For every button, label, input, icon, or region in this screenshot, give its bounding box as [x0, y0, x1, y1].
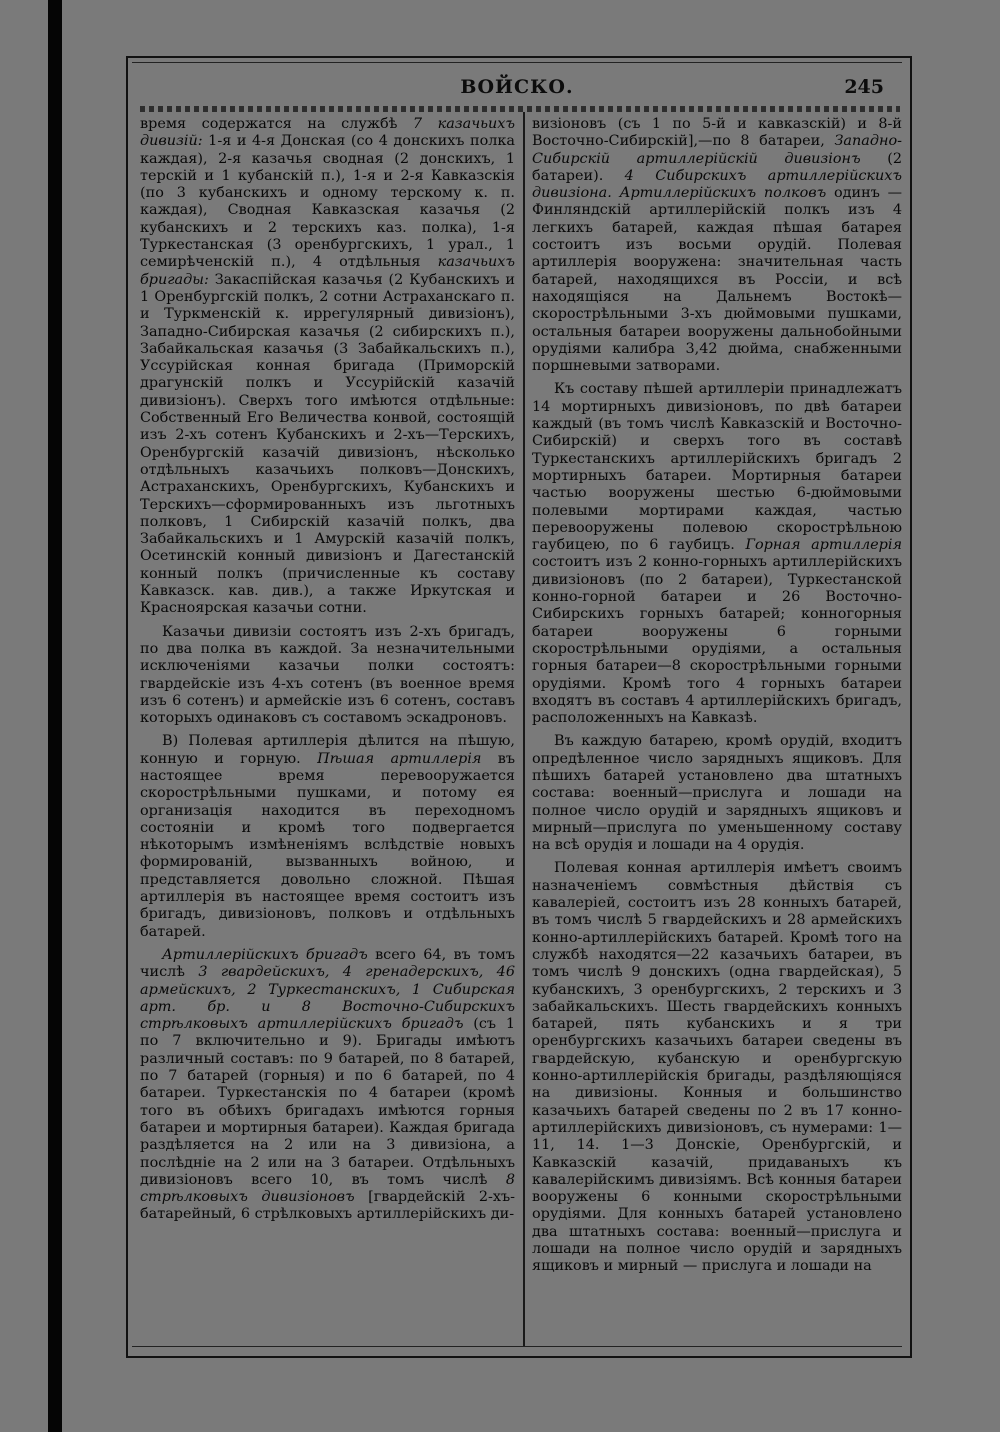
- italic-run: 3 гвардейскихъ, 4 гренадерскихъ, 46 армейскихъ, 2 Туркестанскихъ, 1 Сибирская арт. бр. и 8 Восточно-Сибирскихъ стрѣлковыхъ артиллерійскихъ бригадъ: [140, 964, 515, 1033]
- text-run: въ настоящее время перевооружается скорострѣльными пушками, и потому ея организація находится въ переходномъ состояніи и кромѣ того подвергается нѣкоторымъ измѣненіямъ вслѣдствіе новыхъ формированій, вызванныхъ войною, и представляется довольно сложной. Пѣшая артиллерія въ настоящее время состоитъ изъ бригадъ, дивизіоновъ, полковъ и отдѣльныхъ батарей.: [140, 750, 515, 940]
- running-header: [132, 70, 902, 106]
- text-run: В) Полевая артиллерія дѣлится на пѣшую, конную и горную.: [140, 733, 515, 767]
- text-run: визіоновъ (съ 1 по 5-й и кавказскій) и 8-й Восточно-Сибирскій],—по 8 батареи,: [532, 116, 902, 150]
- italic-run: Артиллерійскихъ бригадъ: [162, 946, 368, 963]
- italic-run: 8 стрѣлковыхъ дивизіоновъ: [140, 1171, 515, 1206]
- paragraph: [532, 116, 902, 375]
- text-run: (съ 1 по 7 включительно и 9). Бригады имѣютъ различный составъ: по 9 батарей, по 8 батарей, по 7 батарей (горныя) и по 6 батарей, по 4 батареи. Туркестанскія по 4 батареи (кромѣ того въ обѣихъ бригадахъ имѣются горныя батареи и мортирныя батареи). Каждая бригада раздѣляется на 2 или на 3 дивизіона, а послѣдніе на 2 или на 3 батареи. Отдѣльныхъ дивизіоновъ всего 10, въ томъ числѣ: [140, 1016, 515, 1188]
- italic-run: казачьихъ бригады:: [140, 254, 515, 288]
- italic-run: Горная артиллерія: [745, 537, 902, 554]
- text-run: (2 батареи).: [532, 150, 902, 184]
- right-column: [532, 116, 902, 1342]
- paragraph: [532, 733, 902, 854]
- paragraph: [140, 947, 515, 1224]
- text-run: [гвардейскій 2-хъ-батарейный, 6 стрѣлковыхъ артиллерійскихъ ди-: [140, 1189, 515, 1223]
- text-run: Закаспійская казачья (2 Кубанскихъ и 1 Оренбургскій полкъ, 2 сотни Астраханскаго п. и Туркменскій к. иррегулярный дивизіонъ), Западно-Сибирская казачья (2 сибирскихъ п.), Забайкальская казачья (3 Забайкальскихъ п.), Уссурійская конная бригада (Приморскій драгунскій полкъ и Уссурійскій казачій дивизіонъ). Сверхъ того имѣются отдѣльные: Собственный Его Величества конвой, состоящій изъ 2-хъ сотенъ Кубанскихъ и 2-хъ—Терскихъ, Оренбургскій казачій дивизіонъ, нѣсколько отдѣльныхъ казачьихъ полковъ—Донскихъ, Астраханскихъ, Оренбургскихъ, Кубанскихъ и Терскихъ—сформированныхъ изъ льготныхъ полковъ, 1 Сибирскій казачій полкъ, два Забайкальскихъ и 1 Амурскій казачій полкъ, Осетинскій конный дивизіонъ и Дагестанскій конный полкъ (причисленные къ составу Кавказск. кав. див.), а также Иркутская и Красноярская казачьи сотни.: [140, 271, 515, 617]
- paragraph: [140, 624, 515, 728]
- frame-inner-rule: [132, 62, 902, 63]
- italic-run: Западно-Сибирскій артиллерійскій дивизіонъ: [532, 133, 902, 167]
- text-run: Полевая конная артиллерія имѣетъ своимъ назначеніемъ совмѣстныя дѣйствія съ кавалеріей, состоитъ изъ 28 конныхъ батарей, въ томъ числѣ 5 гвардейскихъ и 28 армейскихъ конно-артиллерійскихъ батарей. Кромѣ того на службѣ находятся—22 казачьихъ батареи, въ томъ числѣ 9 донскихъ (одна гвардейская), 5 кубанскихъ, 3 оренбургскихъ, 2 терскихъ и 3 забайкальскихъ. Шесть гвардейскихъ конныхъ батарей, пять кубанскихъ и я три оренбургскихъ казачьихъ батареи сведены въ гвардейскую, кубанскую и оренбургскую конно-артиллерійскія бригады, раздѣляющіяся на дивизіоны. Конныя и большинство казачьихъ батарей сведены по 2 въ 17 конно-артиллерійскихъ дивизіоновъ, съ нумерами: 1—11, 14. 1—3 Донскіе, Оренбургскій, и Кавказскій казачій, придаваныхъ къ кавалерійскимъ дивизіямъ. Всѣ конныя батареи вооружены 6 конными скорострѣльными орудіями. Для конныхъ батарей установлено два штатныхъ состава: военный—прислуга и лошади на полное число орудій и зарядныхъ ящиковъ и мирный — прислуга и лошади на: [532, 860, 902, 1275]
- frame-bottom-rule: [132, 1346, 902, 1347]
- left-column: [140, 116, 515, 1342]
- running-title: ВОЙСКО.: [460, 76, 574, 98]
- paragraph: [532, 860, 902, 1275]
- text-run: Въ каждую батарею, кромѣ орудій, входитъ опредѣленное число зарядныхъ ящиковъ. Для пѣшихъ батарей установлено два штатныхъ состава: военный—прислуга и лошади на полное число орудій и зарядныхъ ящиковъ и мирный—прислуга по уменьшенному составу на всѣ орудія и лошади на 4 орудія.: [532, 733, 902, 854]
- text-run: 1-я и 4-я Донская (со 4 донскихъ полка каждая), 2-я казачья сводная (2 донскихъ, 1 терскій и 1 кубанскій п.), 1-я и 2-я Кавказскія (по 3 кубанскихъ и одному терскому к. п. каждая), Сводная Кавказская казачья (2 кубанскихъ и 2 терскихъ каз. полка), 1-я Туркестанская (3 оренбургскихъ, 1 урал., 1 семирѣченскій п.), 4 отдѣльныя: [140, 133, 515, 271]
- text-run: состоитъ изъ 2 конно-горныхъ артиллерійскихъ дивизіоновъ (по 2 батареи), Туркестанской конно-горной батареи и 26 Восточно-Сибирскихъ горныхъ батарей; конногорныя батареи вооружены 6 горными скорострѣльными орудіями, а остальныя горныя батареи—8 скорострѣльными горными орудіями. Кромѣ того 4 горныхъ батареи входятъ въ составъ 4 артиллерійскихъ бригадъ, расположенныхъ на Кавказѣ.: [532, 554, 902, 727]
- paragraph: [532, 381, 902, 727]
- page-number: 245: [844, 76, 884, 98]
- text-run: Казачьи дивизіи состоятъ изъ 2-хъ бригадъ, по два полка въ каждой. За незначительными исключеніями казачьи полки состоятъ: гвардейскіе изъ 4-хъ сотенъ (въ военное время изъ 6 сотенъ) и армейскіе изъ 6 сотенъ, составъ которыхъ одинаковъ съ составомъ эскадроновъ.: [140, 623, 515, 727]
- italic-run: 4 Сибирскихъ артиллерійскихъ дивизіона. Артиллерійскихъ полковъ: [532, 167, 902, 202]
- text-run: время содержатся на службѣ: [140, 116, 398, 132]
- header-rule: [140, 106, 900, 112]
- italic-run: 7 казачьихъ дивизій:: [140, 116, 515, 150]
- paragraph: [140, 733, 515, 941]
- paragraph: [140, 116, 515, 618]
- text-run: одинъ —Финляндскій артиллерійскій полкъ изъ 4 легкихъ батарей, каждая пѣшая батарея состоитъ изъ восьми орудій. Полевая артиллерія вооружена: значительная часть батарей, находящихся въ Россіи, и всѣ находящіяся на Дальнемъ Востокѣ—скорострѣльными 3-хъ дюймовыми пушками, остальныя батареи вооружены дальнобойными орудіями калибра 3,42 дюйма, снабженными поршневыми затворами.: [532, 185, 902, 375]
- text-run: всего 64, въ томъ числѣ: [140, 946, 515, 981]
- book-spine: [48, 0, 62, 1432]
- italic-run: Пѣшая артиллерія: [317, 750, 482, 767]
- column-separator: [523, 112, 525, 1346]
- text-run: Къ составу пѣшей артиллеріи принадлежатъ 14 мортирныхъ дивизіоновъ, по двѣ батареи каждый (въ томъ числѣ Кавказскій и Восточно-Сибирскій) и сверхъ того въ составѣ Туркестанскихъ артиллерійскихъ бригадъ 2 мортирныхъ батареи. Мортирныя батареи частью вооружены шестью 6-дюймовыми полевыми мортирами каждая, частью перевооружены полевою скорострѣльною гаубицею, по 6 гаубицъ.: [532, 381, 902, 554]
